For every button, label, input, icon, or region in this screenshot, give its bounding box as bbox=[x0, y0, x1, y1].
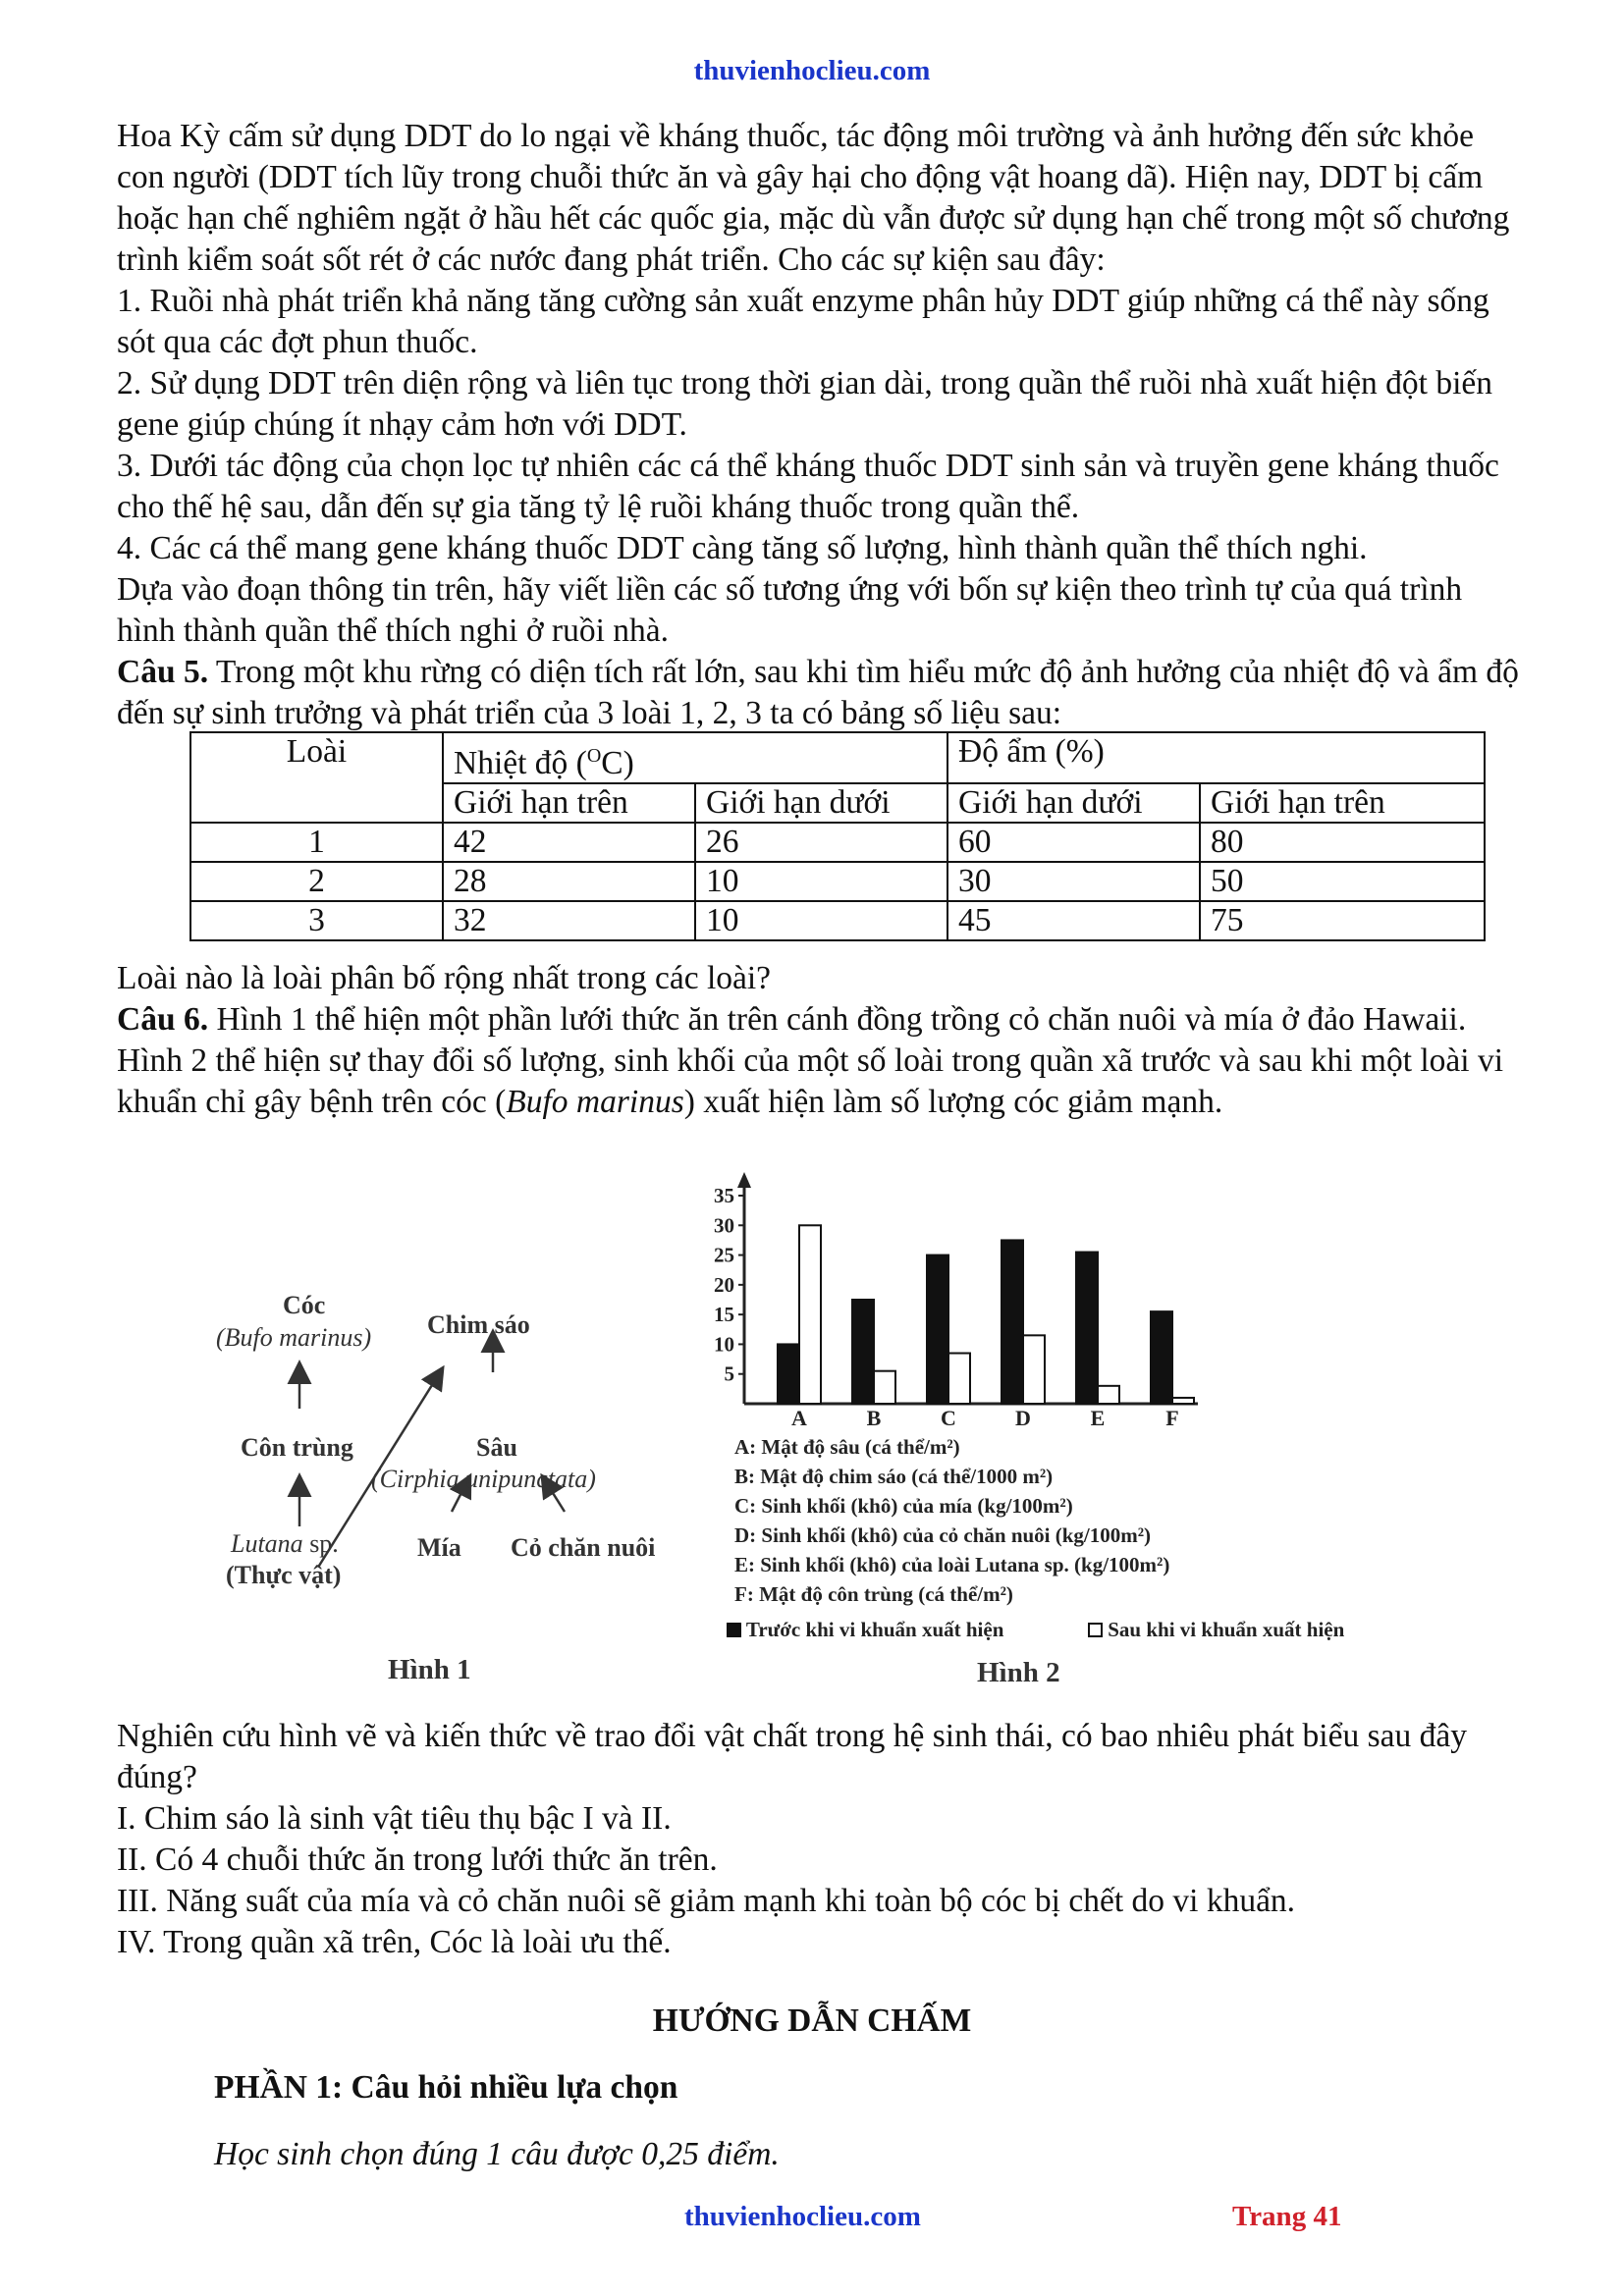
y-tick-label: 5 bbox=[724, 1362, 734, 1386]
table-row bbox=[190, 823, 1485, 862]
legend-swatch-before bbox=[727, 1623, 741, 1637]
table-cell: 42 bbox=[443, 823, 695, 862]
legend-swatch-after bbox=[1088, 1623, 1103, 1637]
table-cell: 30 bbox=[947, 862, 1200, 901]
y-tick-label: 30 bbox=[714, 1213, 734, 1238]
bar-B-after bbox=[874, 1371, 895, 1404]
bar-chart-figure bbox=[687, 1158, 1434, 1708]
table-cell: 50 bbox=[1200, 862, 1485, 901]
legend-line: A: Mật độ sâu (cá thể/m²) bbox=[734, 1435, 960, 1459]
table-cell: 80 bbox=[1200, 823, 1485, 862]
node-myna: Chim sáo bbox=[427, 1310, 530, 1339]
question-6: Câu 6. Hình 1 thể hiện một phần lưới thức ăn trên cánh đồng trồng cỏ chăn nuôi và mía ở đảo Hawaii. Hình 2 thể hiện sự thay đổi số lượng, sinh khối của một số loài trong quần xã trước và sau khi một loài vi khuẩn chỉ gây bệnh trên cóc (Bufo marinus) xuất hiện làm số lượng cóc giảm mạnh. bbox=[117, 1001, 1504, 1120]
table-row bbox=[190, 901, 1485, 940]
y-tick-label: 15 bbox=[714, 1303, 734, 1327]
bar-E-before bbox=[1076, 1253, 1098, 1404]
node-lutana-plant: (Thực vật) bbox=[226, 1561, 342, 1589]
table-cell: 1 bbox=[190, 823, 443, 862]
bar-F-before bbox=[1151, 1311, 1172, 1404]
table-row bbox=[190, 862, 1485, 901]
scoring-note: Học sinh chọn đúng 1 câu được 0,25 điểm. bbox=[214, 2136, 780, 2172]
header-site-link[interactable]: thuvienhoclieu.com bbox=[693, 55, 931, 86]
table-subheader: Giới hạn trên bbox=[1200, 783, 1485, 823]
question-label: Câu 5. bbox=[117, 654, 209, 690]
table-cell: 60 bbox=[947, 823, 1200, 862]
paragraph: 1. Ruồi nhà phát triển khả năng tăng cường sản xuất enzyme phân hủy DDT giúp những cá thể này sống sót qua các đợt phun thuốc. bbox=[117, 283, 1489, 360]
node-sugarcane: Mía bbox=[417, 1533, 461, 1562]
legend-line: C: Sinh khối (khô) của mía (kg/100m²) bbox=[734, 1494, 1073, 1518]
node-toad-scientific: (Bufo marinus) bbox=[216, 1323, 372, 1352]
table-cell: 75 bbox=[1200, 901, 1485, 940]
paragraph: 3. Dưới tác động của chọn lọc tự nhiên các cá thể kháng thuốc DDT sinh sản và truyền gene kháng thuốc cho thế hệ sau, dẫn đến sự gia tăng tỷ lệ ruồi kháng thuốc trong quần thể. bbox=[117, 448, 1499, 525]
y-tick-label: 10 bbox=[714, 1332, 734, 1357]
legend-after: Sau khi vi khuẩn xuất hiện bbox=[1088, 1618, 1344, 1642]
question-5-prompt: Loài nào là loài phân bố rộng nhất trong các loài? bbox=[117, 960, 772, 996]
table-cell: 10 bbox=[695, 862, 947, 901]
food-web-figure bbox=[177, 1266, 707, 1708]
species-limits-table bbox=[189, 731, 1486, 941]
node-caterpillar: Sâu bbox=[476, 1433, 517, 1462]
y-tick-label: 35 bbox=[714, 1184, 734, 1207]
table-header-temperature: Nhiệt độ ($^O$C) bbox=[443, 732, 947, 783]
question-6-block bbox=[117, 958, 1521, 1123]
statement: III. Năng suất của mía và cỏ chăn nuôi sẽ giảm mạnh khi toàn bộ cóc bị chết do vi khuẩn. bbox=[117, 1883, 1296, 1919]
legend-line: B: Mật độ chim sáo (cá thể/1000 m²) bbox=[734, 1465, 1054, 1488]
section-heading: HƯỚNG DẪN CHẤM bbox=[652, 2002, 972, 2039]
question-label: Câu 6. bbox=[117, 1001, 209, 1038]
bar-chart bbox=[687, 1158, 1237, 1433]
legend-before: Trước khi vi khuẩn xuất hiện bbox=[727, 1618, 1003, 1642]
table-cell: 28 bbox=[443, 862, 695, 901]
bar-C-before bbox=[927, 1255, 948, 1404]
document-body bbox=[117, 116, 1521, 734]
table-cell: 10 bbox=[695, 901, 947, 940]
table-subheader: Giới hạn dưới bbox=[695, 783, 947, 823]
bar-F-after bbox=[1172, 1398, 1194, 1404]
table-header-species: Loài bbox=[190, 732, 443, 823]
paragraph: Dựa vào đoạn thông tin trên, hãy viết liền các số tương ứng với bốn sự kiện theo trình tự của quá trình hình thành quần thể thích nghi ở ruồi nhà. bbox=[117, 571, 1463, 649]
statements-block bbox=[117, 1716, 1521, 1963]
table-cell: 32 bbox=[443, 901, 695, 940]
question-text: Trong một khu rừng có diện tích rất lớn, sau khi tìm hiểu mức độ ảnh hưởng của nhiệt độ và ẩm độ đến sự sinh trưởng và phát triển của 3 loài 1, 2, 3 ta có bảng số liệu sau: bbox=[117, 654, 1519, 731]
bar-A-before bbox=[778, 1344, 799, 1404]
statement: II. Có 4 chuỗi thức ăn trong lưới thức ăn trên. bbox=[117, 1842, 718, 1878]
paragraph: 2. Sử dụng DDT trên diện rộng và liên tục trong thời gian dài, trong quần thể ruồi nhà xuất hiện đột biến gene giúp chúng ít nhạy cảm hơn với DDT. bbox=[117, 365, 1493, 443]
bar-B-before bbox=[852, 1300, 874, 1404]
x-tick-label: A bbox=[791, 1406, 807, 1430]
paragraph: Hoa Kỳ cấm sử dụng DDT do lo ngại về kháng thuốc, tác động môi trường và ảnh hưởng đến sức khỏe con người (DDT tích lũy trong chuỗi thức ăn và gây hại cho động vật hoang dã). Hiện nay, DDT bị cấm hoặc hạn chế nghiêm ngặt ở hầu hết các quốc gia, mặc dù vẫn được sử dụng hạn chế trong một số chương trình kiểm soát sốt rét ở các nước đang phát triển. Cho các sự kiện sau đây: bbox=[117, 118, 1510, 278]
x-tick-label: B bbox=[866, 1406, 882, 1430]
y-tick-label: 20 bbox=[714, 1272, 734, 1297]
table-cell: 3 bbox=[190, 901, 443, 940]
statement: I. Chim sáo là sinh vật tiêu thụ bậc I và II. bbox=[117, 1800, 672, 1837]
bar-A-after bbox=[799, 1225, 821, 1404]
x-tick-label: E bbox=[1090, 1406, 1106, 1430]
node-lutana: Lutana sp. bbox=[231, 1529, 339, 1558]
legend-line: D: Sinh khối (khô) của cỏ chăn nuôi (kg/100m²) bbox=[734, 1523, 1152, 1547]
legend-line: E: Sinh khối (khô) của loài Lutana sp. (kg/100m²) bbox=[734, 1553, 1170, 1576]
bar-D-before bbox=[1001, 1240, 1023, 1404]
legend-line: F: Mật độ côn trùng (cá thể/m²) bbox=[734, 1582, 1013, 1606]
node-insect: Côn trùng bbox=[241, 1433, 353, 1462]
bar-C-after bbox=[948, 1354, 970, 1404]
question-5 bbox=[117, 652, 1521, 734]
question-6-prompt: Nghiên cứu hình vẽ và kiến thức về trao đổi vật chất trong hệ sinh thái, có bao nhiêu phát biểu sau đây đúng? bbox=[117, 1718, 1468, 1795]
x-tick-label: C bbox=[941, 1406, 956, 1430]
paragraph: 4. Các cá thể mang gene kháng thuốc DDT càng tăng số lượng, hình thành quần thể thích nghi. bbox=[117, 530, 1368, 566]
bar-E-after bbox=[1098, 1386, 1119, 1404]
table-cell: 26 bbox=[695, 823, 947, 862]
table-cell: 45 bbox=[947, 901, 1200, 940]
node-toad: Cóc bbox=[283, 1291, 326, 1319]
page-number: Trang 41 bbox=[1232, 2201, 1342, 2232]
table-header-humidity: Độ ẩm (%) bbox=[947, 732, 1485, 783]
node-grass: Cỏ chăn nuôi bbox=[511, 1533, 656, 1562]
x-tick-label: F bbox=[1165, 1406, 1179, 1430]
y-tick-label: 25 bbox=[714, 1243, 734, 1267]
node-caterpillar-scientific: (Cirphia unipunctata) bbox=[371, 1465, 596, 1493]
figure-2-caption: Hình 2 bbox=[977, 1657, 1060, 1688]
footer-site-link[interactable]: thuvienhoclieu.com bbox=[684, 2201, 921, 2232]
x-tick-label: D bbox=[1015, 1406, 1031, 1430]
figure-1-caption: Hình 1 bbox=[388, 1654, 471, 1685]
y-axis-arrow bbox=[737, 1172, 751, 1188]
part-heading: PHẦN 1: Câu hỏi nhiều lựa chọn bbox=[214, 2069, 678, 2106]
bar-D-after bbox=[1023, 1335, 1045, 1404]
statement: IV. Trong quần xã trên, Cóc là loài ưu thế. bbox=[117, 1924, 672, 1960]
table-cell: 2 bbox=[190, 862, 443, 901]
table-subheader: Giới hạn trên bbox=[443, 783, 695, 823]
table-subheader: Giới hạn dưới bbox=[947, 783, 1200, 823]
